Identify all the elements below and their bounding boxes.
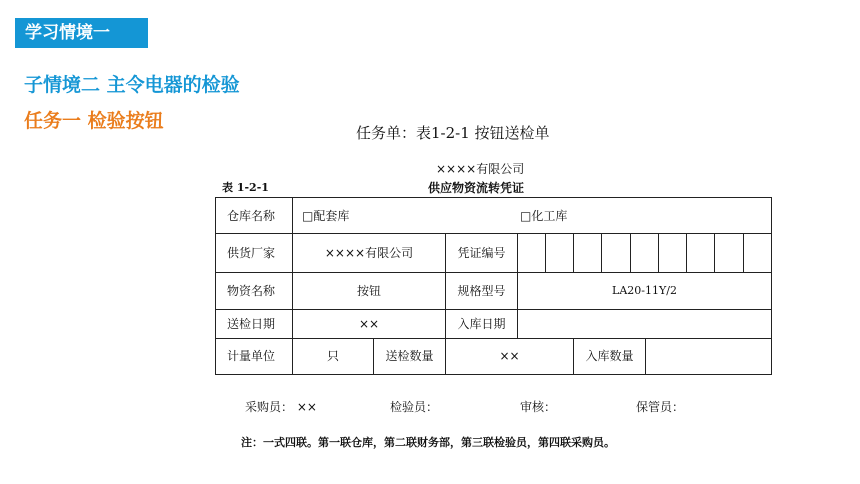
voucher-box	[686, 233, 687, 272]
inspect-qty-value: ××	[499, 349, 520, 363]
material-value: 按钮	[356, 283, 381, 298]
voucher-box	[545, 233, 546, 272]
spec-value: LA20-11Y/2	[612, 284, 677, 297]
warehouse-label: 仓库名称	[227, 208, 276, 223]
spec-label: 规格型号	[457, 283, 506, 298]
subtitle: 子情境二 主令电器的检验	[24, 74, 240, 96]
voucher-box	[601, 233, 602, 272]
voucher-box	[573, 233, 574, 272]
voucher-box	[743, 233, 744, 272]
section-tag: 学习情境一	[15, 18, 148, 48]
col-divider	[517, 233, 518, 272]
supplier-value: ××××有限公司	[324, 245, 414, 260]
voucher-form	[215, 197, 772, 375]
material-label: 物资名称	[227, 283, 276, 298]
task-title: 任务一 检验按钮	[24, 110, 164, 132]
stock-qty-label: 入库数量	[585, 349, 634, 363]
signature-purchaser: 采购员： ××	[245, 400, 317, 414]
unit-label: 计量单位	[227, 349, 276, 363]
signature-keeper: 保管员：	[636, 400, 685, 414]
document-note: 注：一式四联。第一联仓库，第二联财务部，第三联检验员，第四联采购员。	[241, 436, 615, 449]
inspect-date-value: ××	[358, 316, 380, 331]
voucher-box	[658, 233, 659, 272]
voucher-box	[714, 233, 715, 272]
document-company: ××××有限公司	[436, 162, 525, 176]
supplier-label: 供货厂家	[227, 245, 276, 260]
inspect-date-label: 送检日期	[227, 316, 276, 331]
unit-value: 只	[326, 349, 339, 363]
stock-date-label: 入库日期	[457, 316, 506, 331]
signature-inspector: 检验员：	[390, 400, 439, 414]
voucher-box	[630, 233, 631, 272]
warehouse-option-assembly: □配套库	[302, 208, 350, 223]
inspect-qty-label: 送检数量	[385, 349, 434, 363]
signature-reviewer: 审核：	[520, 400, 557, 414]
document-table-id: 表 1-2-1	[222, 181, 269, 194]
voucher-label: 凭证编号	[457, 245, 506, 260]
task-caption: 任务单：表1-2-1 按钮送检单	[356, 124, 550, 142]
warehouse-option-chemical: □化工库	[520, 208, 568, 223]
col-divider	[645, 338, 646, 374]
document-title: 供应物资流转凭证	[428, 181, 525, 195]
